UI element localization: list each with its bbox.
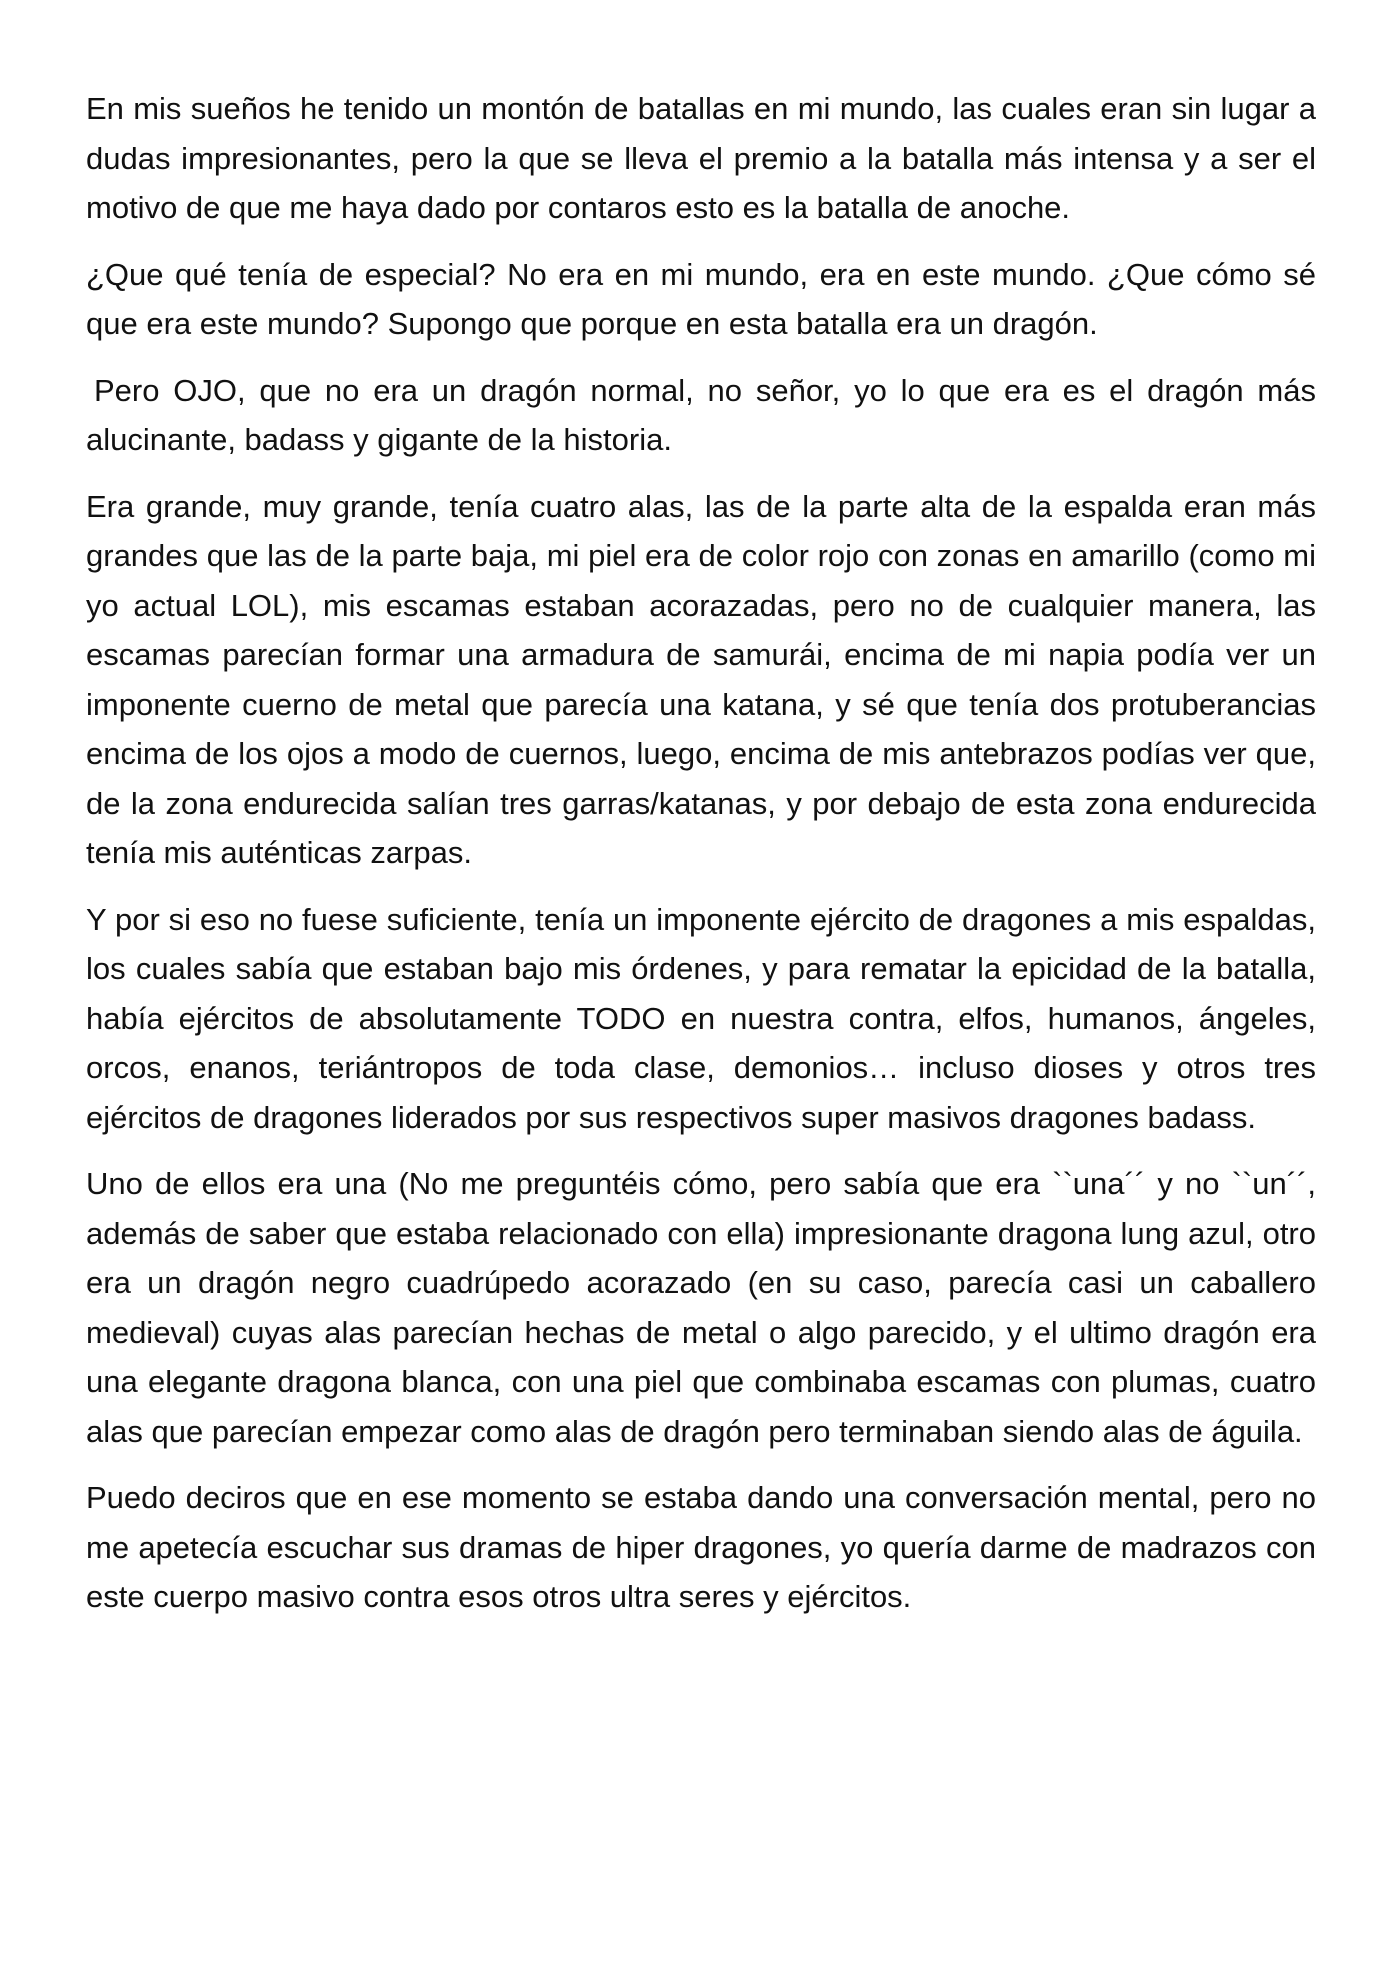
paragraph-2: ¿Que qué tenía de especial? No era en mi mundo, era en este mundo. ¿Que cómo sé que era este mundo? Supongo que porque en esta batalla era un dragón. <box>86 256 1316 341</box>
paragraph-3: Pero OJO, que no era un dragón normal, no señor, yo lo que era es el dragón más alucinante, badass y gigante de la historia. <box>86 372 1316 457</box>
paragraph-4: Era grande, muy grande, tenía cuatro alas, las de la parte alta de la espalda eran más grandes que las de la parte baja, mi piel era de color rojo con zonas en amarillo (como mi yo actual LOL), mis escamas estaban acorazadas, pero no de cualquier manera, las escamas parecían formar una armadura de samurái, encima de mi napia podía ver un imponente cuerno de metal que parecía una katana, y sé que tenía dos protuberancias encima de los ojos a modo de cuernos, luego, encima de mis antebrazos podías ver que, de la zona endurecida salían tres garras/katanas, y por debajo de esta zona endurecida tenía mis auténticas zarpas. <box>86 488 1316 870</box>
document-body <box>86 84 1316 1639</box>
paragraph-7: Puedo deciros que en ese momento se estaba dando una conversación mental, pero no me apetecía escuchar sus dramas de hiper dragones, yo quería darme de madrazos con este cuerpo masivo contra esos otros ultra seres y ejércitos. <box>86 1480 1316 1614</box>
paragraph-5: Y por si eso no fuese suficiente, tenía un imponente ejército de dragones a mis espaldas, los cuales sabía que estaban bajo mis órdenes, y para rematar la epicidad de la batalla, había ejércitos de absolutamente TODO en nuestra contra, elfos, humanos, ángeles, orcos, enanos, teriántropos de toda clase, demonios… incluso dioses y otros tres ejércitos de dragones liderados por sus respectivos super masivos dragones badass. <box>86 901 1316 1135</box>
paragraph-1: En mis sueños he tenido un montón de batallas en mi mundo, las cuales eran sin lugar a dudas impresionantes, pero la que se lleva el premio a la batalla más intensa y a ser el motivo de que me haya dado por contaros esto es la batalla de anoche. <box>86 91 1316 225</box>
paragraph-6: Uno de ellos era una (No me preguntéis cómo, pero sabía que era ``una´´ y no ``un´´, además de saber que estaba relacionado con ella) impresionante dragona lung azul, otro era un dragón negro cuadrúpedo acorazado (en su caso, parecía casi un caballero medieval) cuyas alas parecían hechas de metal o algo parecido, y el ultimo dragón era una elegante dragona blanca, con una piel que combinaba escamas con plumas, cuatro alas que parecían empezar como alas de dragón pero terminaban siendo alas de águila. <box>86 1166 1316 1449</box>
